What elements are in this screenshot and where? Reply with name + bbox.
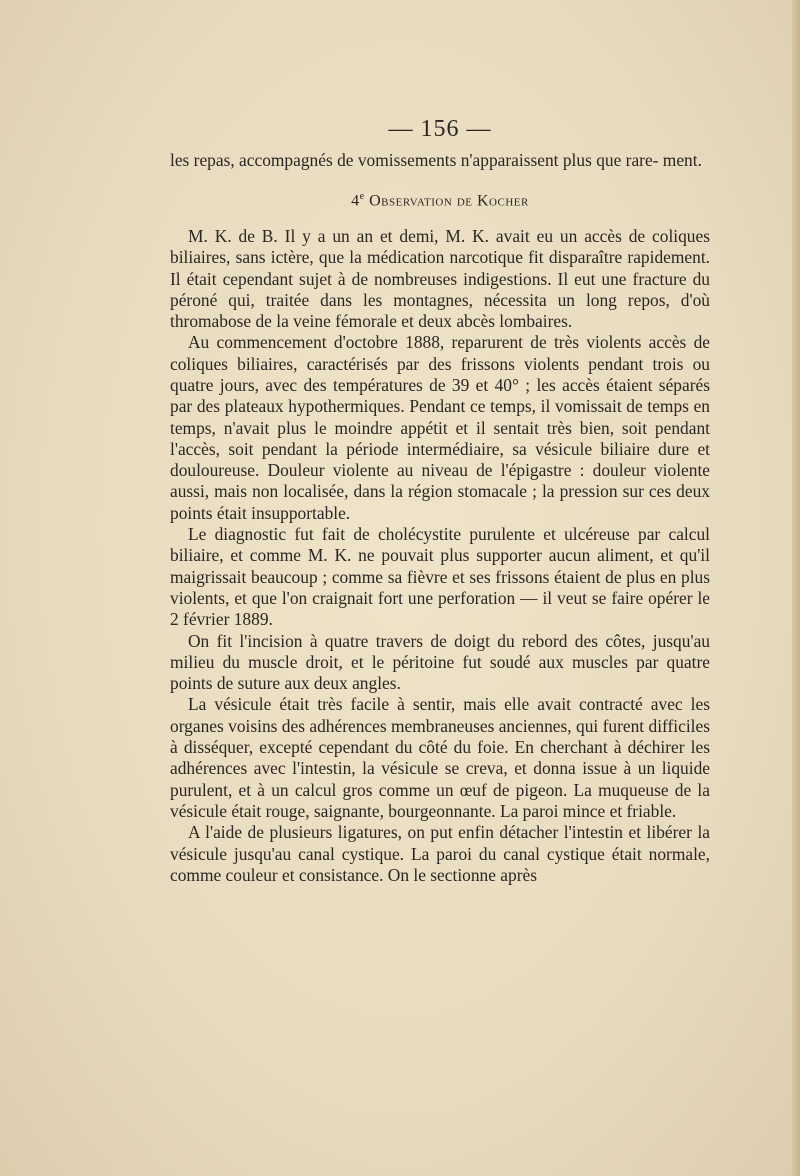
- paragraph: M. K. de B. Il y a un an et demi, M. K. avait eu un accès de coliques biliaires, sans ictère, que la médication narcotique fit disparaître rapidement. Il était cependant sujet à de nombreuses indigestions. Il eut une fracture du péroné qui, traitée dans les montagnes, nécessita un long repos, d'où thromabose de la veine fémorale et deux abcès lombaires.: [170, 225, 710, 332]
- paragraph: La vésicule était très facile à sentir, mais elle avait contracté avec les organes voisins des adhérences membraneuses anciennes, qui furent difficiles à disséquer, excepté cependant du côté du foie. En cherchant à déchirer les adhérences avec l'intestin, la vésicule se creva, et donna issue à un liquide purulent, et à un calcul gros comme un œuf de pigeon. La muqueuse de la vésicule était rouge, saignante, bourgeonnante. La paroi mince et friable.: [170, 694, 710, 821]
- body-text: [170, 150, 710, 886]
- section-heading: [170, 186, 710, 212]
- heading-title: Observation de Kocher: [369, 192, 529, 210]
- page-edge: [792, 0, 800, 1176]
- heading-number: 4: [351, 192, 360, 210]
- paragraph-continued: les repas, accompagnés de vomissements n'apparaissent plus que rare- ment.: [170, 150, 702, 170]
- paragraph: Le diagnostic fut fait de cholécystite purulente et ulcéreuse par calcul biliaire, et comme M. K. ne pouvait plus supporter aucun aliment, et qu'il maigrissait beaucoup ; comme sa fièvre et ses frissons étaient de plus en plus violents, et que l'on craignait fort une perforation — il veut se faire opérer le 2 février 1889.: [170, 524, 710, 630]
- page-number: — 156 —: [388, 116, 492, 142]
- paragraph: On fit l'incision à quatre travers de doigt du rebord des côtes, jusqu'au milieu du muscle droit, et le péritoine fut soudé aux muscles par quatre points de suture aux deux angles.: [170, 630, 710, 694]
- heading-sup: e: [359, 191, 365, 203]
- paragraph: A l'aide de plusieurs ligatures, on put enfin détacher l'intestin et libérer la vésicule jusqu'au canal cystique. La paroi du canal cystique était normale, comme couleur et consistance. On le sectionne après: [170, 822, 710, 885]
- paragraph: Au commencement d'octobre 1888, reparurent de très violents accès de coliques biliaires, caractérisés par des frissons violents pendant trois ou quatre jours, avec des températures de 39 et 40° ; les accès étaient séparés par des plateaux hypothermiques. Pendant ce temps, il vomissait de temps en temps, n'avait plus le moindre appétit et il sentait très bien, soit pendant l'accès, soit pendant la période intermédiaire, sa vésicule biliaire dure et douloureuse. Douleur violente au niveau de l'épigastre : douleur violente aussi, mais non localisée, dans la région stomacale ; la pression sur ces deux points était insupportable.: [170, 332, 710, 523]
